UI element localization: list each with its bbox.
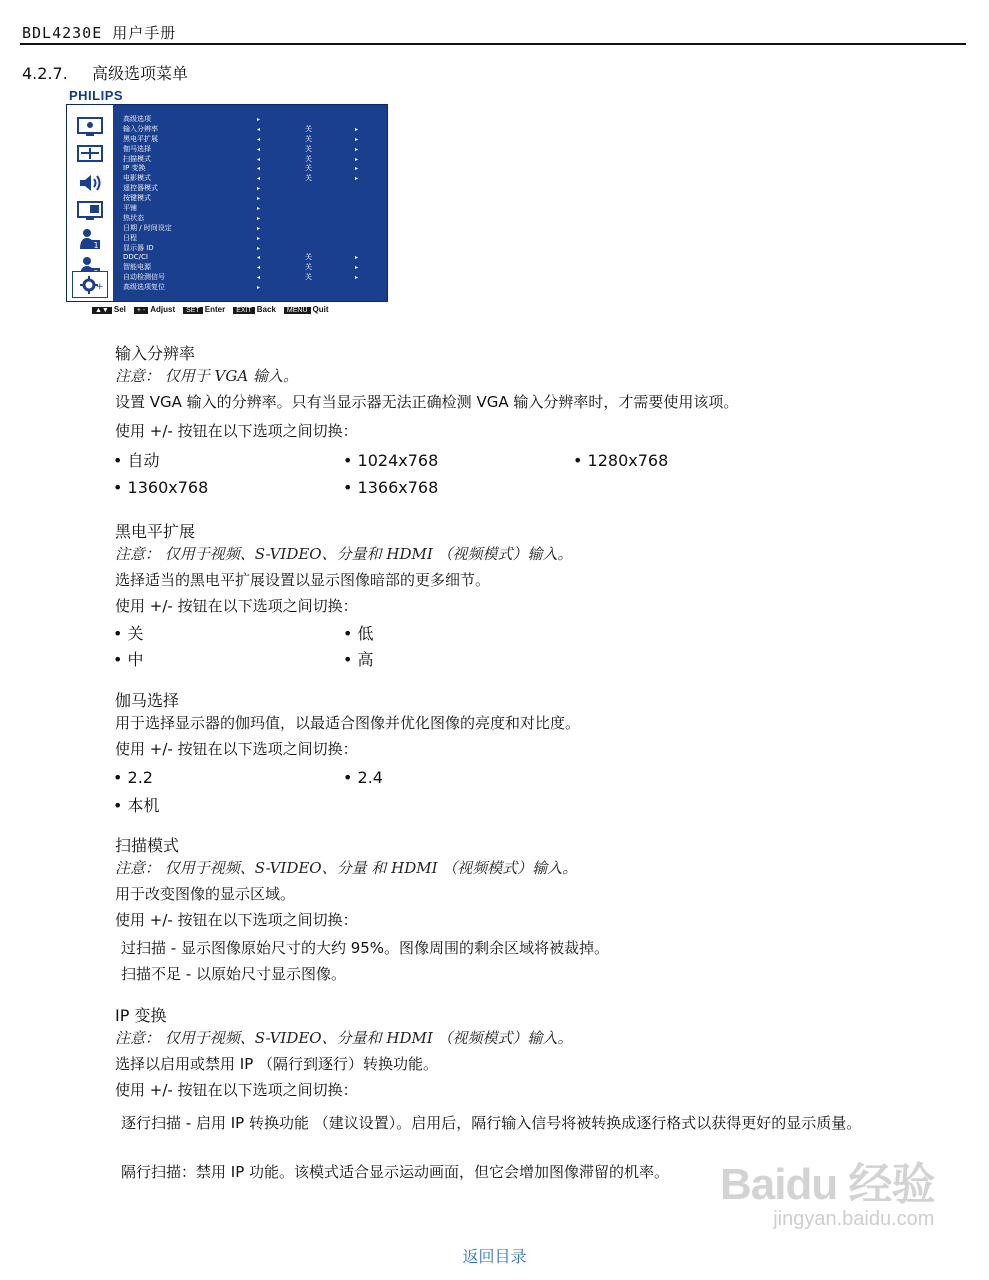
- osd-menu-item: [123, 125, 373, 135]
- osd-arrow-icon: ▸: [257, 214, 261, 222]
- osd-key-label: Adjust: [150, 305, 176, 314]
- osd-item-label: 扫描模式: [123, 154, 151, 163]
- gear-icon: [72, 271, 108, 298]
- osd-item-value: 关: [305, 134, 312, 143]
- osd-arrow-icon: ◂: [257, 165, 261, 173]
- back-to-contents-link[interactable]: 返回目录: [462, 1247, 527, 1266]
- osd-item-label: DDC/CI: [123, 253, 148, 262]
- osd-key-cap: EXIT: [233, 307, 255, 314]
- scan-mode-title: 扫描模式: [115, 836, 180, 855]
- osd-arrow-icon: ▸: [257, 205, 261, 213]
- osd-key-hint: [92, 305, 126, 314]
- osd-item-value: 关: [305, 253, 312, 262]
- osd-arrow-icon: ▸: [355, 264, 359, 272]
- osd-arrow-icon: ◂: [257, 274, 261, 282]
- osd-key-label: Back: [256, 305, 276, 314]
- osd-arrow-icon: ◂: [257, 264, 261, 272]
- osd-key-label: Enter: [204, 305, 226, 314]
- scan-mode-desc: 用于改变图像的显示区域。: [115, 885, 296, 903]
- osd-menu-item: [123, 204, 373, 214]
- osd-menu-item: [123, 194, 373, 204]
- option-item: • 本机: [113, 796, 160, 815]
- black-level-section: [115, 521, 573, 617]
- osd-screen: [66, 104, 388, 302]
- osd-menu-item: [123, 214, 373, 224]
- osd-item-value: 关: [305, 263, 312, 272]
- baidu-watermark: [720, 1148, 934, 1231]
- osd-key-cap: + -: [134, 307, 148, 314]
- osd-arrow-icon: ▸: [257, 185, 261, 193]
- osd-arrow-icon: ▸: [355, 274, 359, 282]
- osd-key-hint: [134, 305, 175, 314]
- osd-item-label: 遥控器模式: [123, 184, 158, 193]
- option-item: • 2.2: [113, 768, 153, 787]
- section-heading: 高级选项菜单: [92, 64, 189, 83]
- osd-item-value: 关: [305, 144, 312, 153]
- scan-mode-toggle: 使用 +/- 按钮在以下选项之间切换：: [115, 911, 358, 929]
- gamma-toggle: 使用 +/- 按钮在以下选项之间切换：: [115, 740, 358, 758]
- black-level-toggle: 使用 +/- 按钮在以下选项之间切换：: [115, 597, 358, 615]
- osd-item-value: 关: [305, 154, 312, 163]
- ip-conversion-toggle: 使用 +/- 按钮在以下选项之间切换：: [115, 1081, 358, 1099]
- input-resolution-toggle: 使用 +/- 按钮在以下选项之间切换：: [115, 422, 358, 440]
- osd-menu-item: [123, 115, 373, 125]
- osd-arrow-icon: ◂: [257, 254, 261, 262]
- osd-item-value: 关: [305, 174, 312, 183]
- osd-arrow-icon: ▸: [257, 224, 261, 232]
- ip-conversion-title: IP 变换: [115, 1006, 167, 1025]
- osd-arrow-icon: ▸: [355, 175, 359, 183]
- osd-key-label: Sel: [113, 305, 126, 314]
- option-item: • 中: [113, 650, 144, 669]
- osd-key-hint: [183, 305, 225, 314]
- ip-conversion-section: [115, 1005, 573, 1101]
- osd-menu-item: [123, 164, 373, 174]
- watermark-logo: Baidu 经验: [720, 1160, 935, 1209]
- osd-arrow-icon: ▸: [355, 155, 359, 163]
- osd-menu-item: [123, 145, 373, 155]
- osd-item-label: 按键模式: [123, 194, 151, 203]
- osd-arrow-icon: ▸: [355, 165, 359, 173]
- black-level-title: 黑电平扩展: [115, 522, 196, 541]
- option-item: • 高: [343, 650, 374, 669]
- osd-menu-item: [123, 244, 373, 254]
- input-resolution-section: [115, 343, 738, 442]
- osd-key-cap: SET: [183, 307, 203, 314]
- scan-mode-section: [115, 835, 577, 931]
- osd-sidebar: [67, 105, 115, 301]
- gamma-section: [115, 690, 580, 760]
- option-item: • 1366x768: [343, 478, 439, 497]
- osd-arrow-icon: ▸: [355, 254, 359, 262]
- osd-arrow-icon: ▸: [355, 135, 359, 143]
- osd-item-label: 黑电平扩展: [123, 134, 158, 143]
- osd-arrow-icon: ▸: [257, 284, 261, 292]
- osd-menu-item: [123, 253, 373, 263]
- osd-item-value: 关: [305, 273, 312, 282]
- osd-key-label: Quit: [312, 305, 329, 314]
- osd-item-label: 高级选项: [123, 115, 151, 123]
- black-level-desc: 选择适当的黑电平扩展设置以显示图像暗部的更多细节。: [115, 571, 491, 589]
- osd-arrow-icon: ▸: [257, 116, 261, 123]
- input-resolution-note: 注意： 仅用于 VGA 输入。: [115, 367, 298, 385]
- gamma-title: 伽马选择: [115, 691, 180, 710]
- osd-item-label: 日期 / 时间设定: [123, 223, 172, 232]
- osd-item-label: 电影模式: [123, 174, 151, 183]
- scan-mode-option-overscan: 过扫描 - 显示图像原始尺寸的大约 95%。图像周围的剩余区域将被裁掉。: [121, 939, 610, 957]
- gamma-desc: 用于选择显示器的伽玛值，以最适合图像并优化图像的亮度和对比度。: [115, 714, 581, 732]
- ip-option-interlaced: 隔行扫描：禁用 IP 功能。该模式适合显示运动画面，但它会增加图像滞留的机率。: [121, 1163, 670, 1181]
- ip-option-progressive-text: 逐行扫描 - 启用 IP 转换功能 （建议设置）。启用后，隔行输入信号将被转换成逐行格式以获得更好的显示质量。: [121, 1114, 862, 1132]
- osd-menu-item: [123, 273, 373, 283]
- osd-arrow-icon: ◂: [257, 145, 261, 153]
- osd-item-label: 输入分辨率: [123, 124, 158, 133]
- watermark-url: jingyan.baidu.com: [773, 1208, 935, 1230]
- osd-item-label: 显示器 ID: [123, 243, 154, 252]
- header-divider: [20, 43, 966, 45]
- input-resolution-title: 输入分辨率: [115, 344, 196, 363]
- osd-menu-item: [123, 263, 373, 273]
- option-item: • 1280x768: [573, 451, 669, 470]
- pip-icon: [72, 197, 108, 224]
- osd-menu-image: [66, 86, 386, 314]
- svg-text:1: 1: [93, 240, 99, 250]
- philips-logo: PHILIPS: [69, 88, 124, 103]
- osd-key-cap: ▲▼: [92, 307, 112, 314]
- osd-arrow-icon: ▸: [257, 244, 261, 252]
- option-item: • 1024x768: [343, 451, 439, 470]
- osd-arrow-icon: ▸: [257, 195, 261, 203]
- osd-key-hint: [284, 305, 329, 314]
- osd-menu-item: [123, 155, 373, 165]
- ip-conversion-note: 注意： 仅用于视频、S-VIDEO、分量和 HDMI （视频模式）输入。: [115, 1029, 573, 1047]
- osd-menu-item: [123, 135, 373, 145]
- ip-option-progressive: [121, 1112, 966, 1134]
- osd-arrow-icon: ▸: [257, 234, 261, 242]
- option-item: • 1360x768: [113, 478, 209, 497]
- osd-menu-item: [123, 174, 373, 184]
- osd-arrow-icon: ◂: [257, 135, 261, 143]
- osd-item-list: [123, 115, 373, 293]
- osd-item-label: 自动检测信号: [123, 273, 165, 282]
- osd-key-legend: [92, 305, 337, 314]
- osd-key-hint: [233, 305, 276, 314]
- osd-item-label: 平铺: [123, 204, 137, 213]
- osd-arrow-icon: ▸: [355, 145, 359, 153]
- osd-menu-item: [123, 234, 373, 244]
- osd-item-label: 智能电源: [123, 263, 151, 272]
- option-item: • 自动: [113, 451, 160, 470]
- osd-item-label: IP 变换: [123, 164, 146, 173]
- osd-arrow-icon: ◂: [257, 125, 261, 133]
- osd-menu-item: [123, 224, 373, 234]
- scan-mode-note: 注意： 仅用于视频、S-VIDEO、分量 和 HDMI （视频模式）输入。: [115, 859, 578, 877]
- osd-arrow-icon: ◂: [257, 175, 261, 183]
- osd-item-label: 热状态: [123, 213, 144, 222]
- page-header: BDL4230E 用户手册: [22, 24, 177, 42]
- speaker-icon: [72, 169, 108, 196]
- section-number: 4.2.7.: [22, 64, 68, 83]
- ip-conversion-desc: 选择以启用或禁用 IP （隔行到逐行）转换功能。: [115, 1055, 439, 1073]
- osd-menu-item: [123, 283, 373, 293]
- input-resolution-desc: 设置 VGA 输入的分辨率。只有当显示器无法正确检测 VGA 输入分辨率时，才需要使用该项。: [115, 393, 739, 411]
- osd-item-value: 关: [305, 164, 312, 173]
- osd-item-label: 高级选项复位: [123, 283, 165, 292]
- section-title: [22, 61, 188, 84]
- option-item: • 关: [113, 624, 144, 643]
- osd-arrow-icon: ◂: [257, 155, 261, 163]
- monitor-screen-icon: [72, 141, 108, 168]
- osd-item-value: 关: [305, 124, 312, 133]
- osd-menu-item: [123, 184, 373, 194]
- svg-text:+: +: [96, 281, 104, 292]
- black-level-note: 注意： 仅用于视频、S-VIDEO、分量和 HDMI （视频模式）输入。: [115, 545, 573, 563]
- option-item: • 2.4: [343, 768, 383, 787]
- user1-icon: [72, 225, 108, 252]
- osd-item-label: 日程: [123, 233, 137, 242]
- osd-arrow-icon: ▸: [355, 125, 359, 133]
- osd-item-label: 伽马选择: [123, 144, 151, 153]
- monitor-picture-icon: [72, 113, 108, 140]
- option-item: • 低: [343, 624, 374, 643]
- scan-mode-option-underscan: 扫描不足 - 以原始尺寸显示图像。: [121, 965, 346, 983]
- osd-key-cap: MENU: [284, 307, 311, 314]
